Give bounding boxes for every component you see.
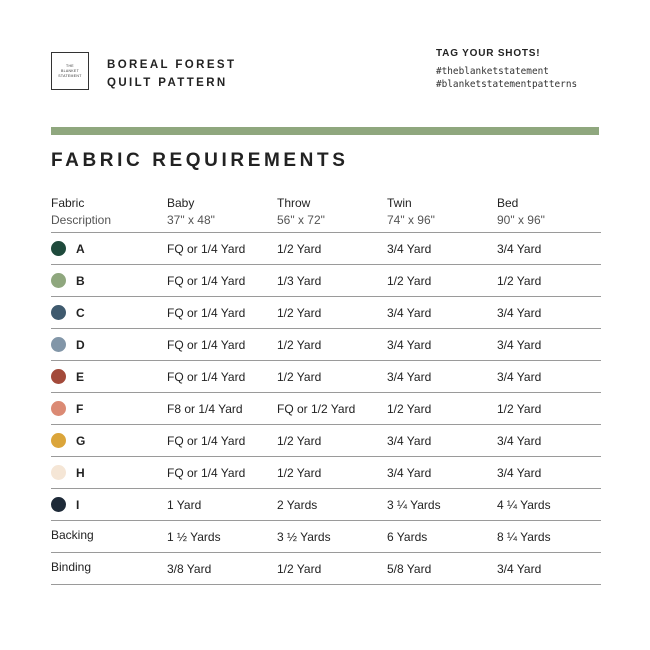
table-row bbox=[51, 265, 601, 297]
column-header bbox=[51, 195, 111, 229]
fabric-swatch-icon bbox=[51, 305, 66, 320]
table-cell: FQ or 1/4 Yard bbox=[167, 242, 246, 256]
table-cell: 1/2 Yard bbox=[497, 274, 542, 288]
table-cell: 1/2 Yard bbox=[497, 402, 542, 416]
table-cell: FQ or 1/4 Yard bbox=[167, 306, 246, 320]
table-row bbox=[51, 521, 601, 553]
column-label: Throw bbox=[277, 196, 311, 210]
fabric-swatch-icon bbox=[51, 273, 66, 288]
title-line-1: BOREAL FOREST bbox=[107, 59, 237, 71]
fabric-table bbox=[51, 194, 601, 585]
table-cell: 1/3 Yard bbox=[277, 274, 322, 288]
section-title: FABRIC REQUIREMENTS bbox=[51, 150, 349, 171]
accent-divider bbox=[51, 127, 599, 135]
table-cell: 3/4 Yard bbox=[387, 370, 432, 384]
column-label: Twin bbox=[387, 196, 412, 210]
fabric-swatch-icon bbox=[51, 465, 66, 480]
fabric-letter: G bbox=[76, 434, 86, 448]
table-cell: FQ or 1/4 Yard bbox=[167, 466, 246, 480]
table-cell: 3/4 Yard bbox=[387, 306, 432, 320]
table-cell: 3/4 Yard bbox=[497, 370, 542, 384]
table-cell: 3/4 Yard bbox=[497, 306, 542, 320]
table-cell: 1/2 Yard bbox=[387, 274, 432, 288]
fabric-swatch-icon bbox=[51, 433, 66, 448]
table-cell: 3 ½ Yards bbox=[277, 530, 331, 544]
fabric-letter: E bbox=[76, 370, 85, 384]
table-cell: 2 Yards bbox=[277, 498, 318, 512]
fabric-swatch-icon bbox=[51, 497, 66, 512]
table-cell: 3 ¼ Yards bbox=[387, 498, 441, 512]
table-cell: 3/4 Yard bbox=[387, 338, 432, 352]
fabric-letter: I bbox=[76, 498, 80, 512]
table-row bbox=[51, 393, 601, 425]
fabric-letter: B bbox=[76, 274, 85, 288]
table-cell: 3/4 Yard bbox=[497, 338, 542, 352]
column-label: Baby bbox=[167, 196, 195, 210]
table-row bbox=[51, 233, 601, 265]
title-line-2: QUILT PATTERN bbox=[107, 77, 228, 89]
pattern-title bbox=[107, 56, 236, 92]
column-size: 74" x 96" bbox=[387, 213, 435, 227]
column-size: 37" x 48" bbox=[167, 213, 215, 227]
table-row bbox=[51, 329, 601, 361]
fabric-letter: C bbox=[76, 306, 85, 320]
table-cell: 1/2 Yard bbox=[277, 338, 322, 352]
fabric-swatch-icon bbox=[51, 337, 66, 352]
table-cell: 3/4 Yard bbox=[497, 434, 542, 448]
table-cell: 1/2 Yard bbox=[277, 434, 322, 448]
table-cell: 3/4 Yard bbox=[387, 466, 432, 480]
table-cell: FQ or 1/4 Yard bbox=[167, 274, 246, 288]
table-cell: 3/4 Yard bbox=[387, 434, 432, 448]
row-label: Binding bbox=[51, 560, 92, 574]
table-row bbox=[51, 361, 601, 393]
table-row bbox=[51, 553, 601, 585]
table-cell: 1/2 Yard bbox=[277, 562, 322, 576]
column-label: Fabric bbox=[51, 196, 85, 210]
fabric-letter: A bbox=[76, 242, 85, 256]
table-cell: FQ or 1/4 Yard bbox=[167, 338, 246, 352]
tag-heading: TAG YOUR SHOTS! bbox=[436, 48, 541, 59]
table-cell: 1 ½ Yards bbox=[167, 530, 221, 544]
hashtag: #theblanketstatement bbox=[436, 66, 549, 77]
row-label: Backing bbox=[51, 528, 94, 542]
column-size: Description bbox=[51, 213, 112, 227]
table-cell: 1/2 Yard bbox=[277, 370, 322, 384]
hashtag: #blanketstatementpatterns bbox=[436, 79, 578, 90]
table-cell: 3/4 Yard bbox=[387, 242, 432, 256]
table-cell: 1/2 Yard bbox=[387, 402, 432, 416]
fabric-swatch-icon bbox=[51, 369, 66, 384]
column-label: Bed bbox=[497, 196, 519, 210]
column-header bbox=[167, 195, 215, 229]
column-size: 90" x 96" bbox=[497, 213, 545, 227]
table-header-row bbox=[51, 194, 601, 233]
table-row bbox=[51, 425, 601, 457]
column-header bbox=[277, 195, 325, 229]
fabric-letter: F bbox=[76, 402, 84, 416]
table-cell: F8 or 1/4 Yard bbox=[167, 402, 243, 416]
fabric-letter: D bbox=[76, 338, 85, 352]
table-row bbox=[51, 297, 601, 329]
fabric-letter: H bbox=[76, 466, 85, 480]
table-cell: FQ or 1/4 Yard bbox=[167, 434, 246, 448]
table-cell: 3/8 Yard bbox=[167, 562, 212, 576]
table-cell: FQ or 1/2 Yard bbox=[277, 402, 356, 416]
column-header bbox=[387, 195, 435, 229]
column-header bbox=[497, 195, 545, 229]
table-cell: 8 ¼ Yards bbox=[497, 530, 551, 544]
table-cell: 4 ¼ Yards bbox=[497, 498, 551, 512]
table-cell: 6 Yards bbox=[387, 530, 428, 544]
table-cell: 1/2 Yard bbox=[277, 466, 322, 480]
table-row bbox=[51, 489, 601, 521]
table-cell: 3/4 Yard bbox=[497, 242, 542, 256]
table-cell: 1/2 Yard bbox=[277, 242, 322, 256]
table-row bbox=[51, 457, 601, 489]
table-cell: 1 Yard bbox=[167, 498, 202, 512]
table-cell: 1/2 Yard bbox=[277, 306, 322, 320]
table-cell: 5/8 Yard bbox=[387, 562, 432, 576]
fabric-swatch-icon bbox=[51, 241, 66, 256]
table-cell: 3/4 Yard bbox=[497, 562, 542, 576]
brand-logo: THE BLANKET STATEMENT bbox=[51, 52, 89, 90]
table-cell: FQ or 1/4 Yard bbox=[167, 370, 246, 384]
column-size: 56" x 72" bbox=[277, 213, 325, 227]
table-cell: 3/4 Yard bbox=[497, 466, 542, 480]
fabric-swatch-icon bbox=[51, 401, 66, 416]
